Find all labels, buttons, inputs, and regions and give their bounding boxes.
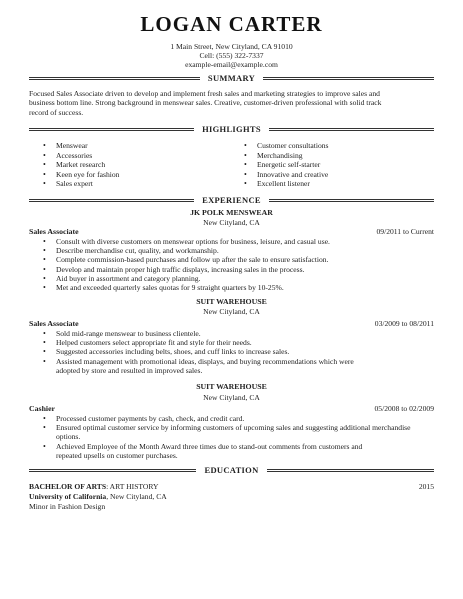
- job-bullet: • Develop and maintain proper high traffic displays, increasing sales in the process.: [43, 265, 433, 274]
- summary-line: Focused Sales Associate driven to develop and implement fresh sales and marketing strategies to improve sales and: [29, 89, 380, 98]
- job-city: New Cityland, CA: [203, 393, 260, 402]
- job-bullet: • Assisted management with promotional ideas, displays, and buying recommendations which were: [43, 357, 433, 366]
- highlight-item: • Energetic self-starter: [244, 160, 424, 170]
- education-year: 2015: [418, 482, 434, 491]
- highlight-item: • Accessories: [43, 151, 223, 161]
- job-bullet: • Aid buyer in assortment and category planning.: [43, 274, 433, 283]
- summary-line: business bottom line. Strong background in menswear sales. Creative, customer-driven professional with solid track: [29, 98, 382, 108]
- job-dates: 09/2011 to Current: [376, 227, 434, 236]
- education-school-line: [29, 492, 167, 502]
- job-role: Cashier: [29, 404, 55, 413]
- highlight-item: • Market research: [43, 160, 223, 170]
- degree: BACHELOR OF ARTS: [29, 482, 107, 491]
- job-role: Sales Associate: [29, 319, 79, 328]
- job-bullet: • Describe merchandise cut, quality, and workmanship.: [43, 246, 433, 255]
- experience-header: [29, 195, 434, 207]
- education-title: EDUCATION: [196, 465, 266, 475]
- job-company: SUIT WAREHOUSE: [196, 382, 267, 391]
- job-bullet: • Complete commission-based purchases and follow up after the sale to ensure satisfaction.: [43, 255, 433, 264]
- job-bullet-continued: options.: [56, 432, 81, 442]
- job-bullet: • Ensured optimal customer service by informing customers of upcoming sales and suggesting additional merchandise: [43, 423, 433, 432]
- highlight-item: • Merchandising: [244, 151, 424, 161]
- job-role: Sales Associate: [29, 227, 79, 236]
- highlight-item: • Innovative and creative: [244, 170, 424, 180]
- candidate-name: LOGAN CARTER: [140, 12, 323, 36]
- job-bullet: • Suggested accessories including belts, shoes, and cuff links to increase sales.: [43, 347, 433, 356]
- highlights-title: HIGHLIGHTS: [194, 124, 269, 134]
- school-city: , New Cityland, CA: [106, 492, 167, 501]
- email: example-email@example.com: [185, 60, 278, 69]
- summary-text: [29, 89, 439, 117]
- education-degree-line: [29, 482, 159, 492]
- highlight-item: • Keen eye for fashion: [43, 170, 223, 180]
- school-name: University of California: [29, 492, 107, 501]
- job-company: JK POLK MENSWEAR: [190, 208, 273, 217]
- cell-phone: Cell: (555) 322-7337: [199, 51, 264, 60]
- job-bullets: [43, 329, 433, 375]
- job-bullets: [43, 237, 433, 292]
- highlights-right-list: [244, 141, 424, 189]
- highlight-item: • Customer consultations: [244, 141, 424, 151]
- job-bullet: • Sold mid-range menswear to business clientele.: [43, 329, 433, 338]
- highlight-item: • Sales expert: [43, 179, 223, 189]
- highlight-item: • Excellent listener: [244, 179, 424, 189]
- job-bullet: • Helped customers select appropriate fit and style for their needs.: [43, 338, 433, 347]
- experience-title: EXPERIENCE: [194, 195, 269, 205]
- job-bullet: • Consult with diverse customers on menswear options for business, leisure, and casual use.: [43, 237, 433, 246]
- job-bullet: • Met and exceeded quarterly sales quotas for 9 straight quarters by 10-25%.: [43, 283, 433, 292]
- highlight-item: • Menswear: [43, 141, 223, 151]
- education-header: [29, 465, 434, 477]
- job-company: SUIT WAREHOUSE: [196, 297, 267, 306]
- summary-title: SUMMARY: [200, 73, 263, 83]
- job-bullet-continued: repeated upsells on customer purchases.: [56, 450, 178, 460]
- job-dates: 05/2008 to 02/2009: [374, 404, 434, 413]
- job-bullet-continued: adopted by store and resulted in improved sales.: [56, 365, 203, 375]
- job-bullet: • Processed customer payments by cash, check, and credit card.: [43, 414, 433, 423]
- summary-header: [29, 73, 434, 85]
- job-bullets: [43, 414, 433, 460]
- address: 1 Main Street, New Cityland, CA 91010: [170, 42, 293, 51]
- education-minor: Minor in Fashion Design: [29, 502, 106, 511]
- job-city: New Cityland, CA: [203, 307, 260, 316]
- job-bullet: • Achieved Employee of the Month Award three times due to stand-out comments from customers and: [43, 442, 433, 451]
- field-of-study: : ART HISTORY: [106, 482, 159, 491]
- summary-line: record of success.: [29, 107, 84, 117]
- highlights-left-list: [43, 141, 223, 189]
- job-city: New Cityland, CA: [203, 218, 260, 227]
- highlights-header: [29, 124, 434, 136]
- job-dates: 03/2009 to 08/2011: [374, 319, 434, 328]
